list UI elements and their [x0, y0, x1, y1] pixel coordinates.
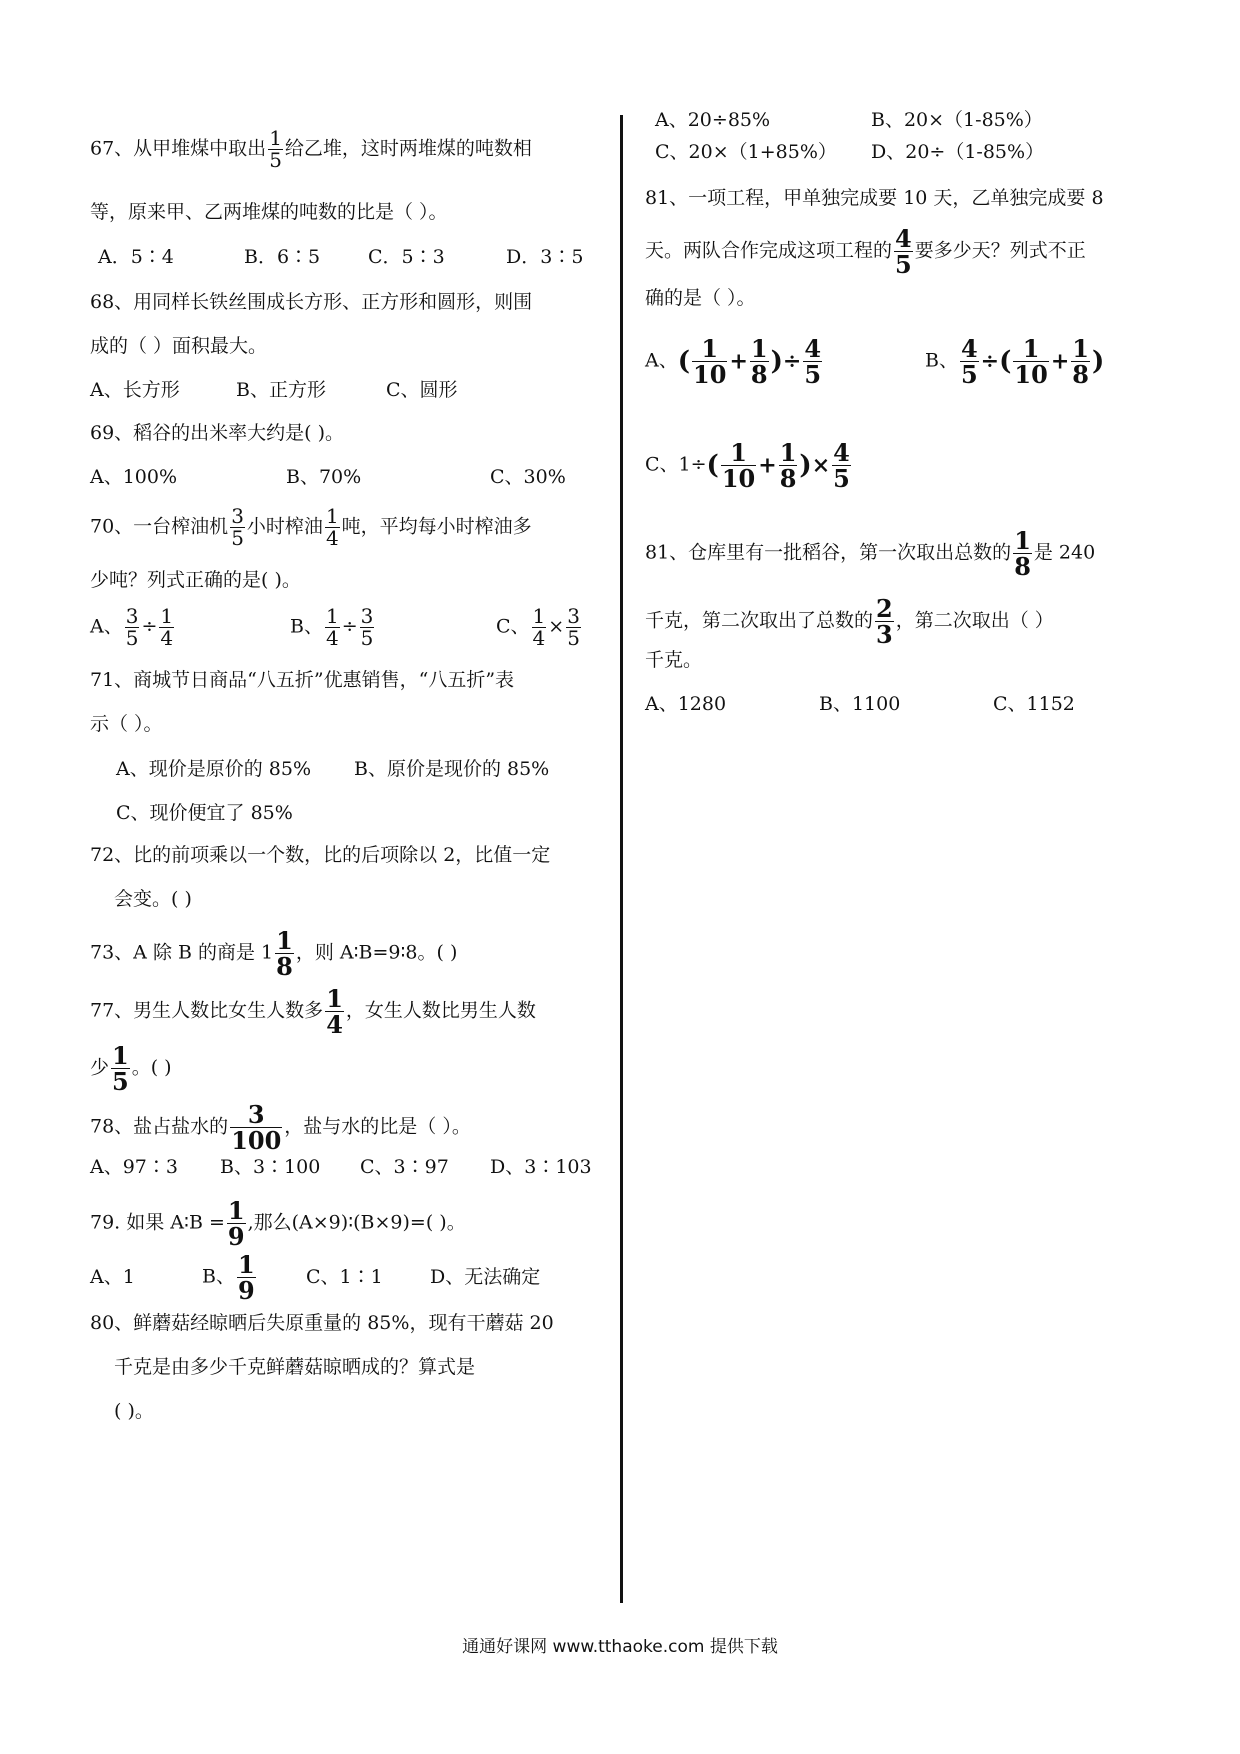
- option-b[interactable]: B、正方形: [236, 379, 326, 401]
- option-c[interactable]: C、3∶97: [360, 1156, 449, 1178]
- question-81b-options: [645, 690, 1075, 718]
- question-67-options: [90, 243, 583, 271]
- fraction: $\frac{1}{4}$: [325, 504, 339, 550]
- option-c[interactable]: C、圆形: [386, 379, 458, 401]
- question-81a-line2: 天。两队合作完成这项工程的 $\frac{4}{5}$ 要多少天？列式不正: [645, 224, 1086, 280]
- option-a[interactable]: A、 $\frac{3}{5}$ ÷ $\frac{1}{4}$: [90, 604, 174, 650]
- fraction: $\frac{1}{9}$: [227, 1196, 245, 1252]
- option-b[interactable]: B、70%: [286, 466, 362, 488]
- question-72-line1: 72、比的前项乘以一个数，比的后项除以 2，比值一定: [90, 844, 551, 866]
- question-80-options-row2: [655, 138, 1044, 166]
- option-c[interactable]: C、1∶1: [306, 1265, 383, 1288]
- fraction: $\frac{1}{8}$: [276, 926, 293, 982]
- question-81a-line1: 81、一项工程，甲单独完成要 10 天，乙单独完成要 8: [645, 187, 1104, 209]
- option-a[interactable]: A、97∶3: [90, 1156, 178, 1178]
- question-70-line1: 70、一台榨油机 $\frac{3}{5}$ 小时榨油 $\frac{1}{4}$ 吨，平均每小时榨油多: [90, 504, 532, 550]
- option-a[interactable]: A、现价是原价的 85%: [116, 758, 311, 780]
- question-78-options: [90, 1153, 592, 1181]
- question-79-line1: 79. 如果 A∶B = $\frac{1}{9}$ ,那么(A×9)∶(B×9)=( )。: [90, 1196, 466, 1252]
- question-81b-line3: 千克。: [645, 649, 703, 671]
- option-a[interactable]: A、100%: [90, 466, 178, 488]
- option-b[interactable]: B．6∶5: [244, 246, 321, 268]
- question-80-line1: 80、鲜蘑菇经晾晒后失原重量的 85%，现有干蘑菇 20: [90, 1312, 554, 1334]
- option-b[interactable]: B、1100: [819, 693, 901, 715]
- question-80-line2: 千克是由多少千克鲜蘑菇晾晒成的？算式是: [114, 1356, 476, 1378]
- fraction: $\frac{2}{3}$: [876, 594, 893, 650]
- question-69-options: [90, 463, 566, 491]
- option-c[interactable]: C、30%: [490, 466, 566, 488]
- question-69-line1: 69、稻谷的出米率大约是( )。: [90, 422, 345, 444]
- fraction: $\frac{1}{5}$: [112, 1041, 129, 1097]
- question-71-line2: 示（ ）。: [90, 713, 163, 735]
- question-81b-line2: 千克，第二次取出了总数的 $\frac{2}{3}$ ，第二次取出（ ）: [645, 594, 1054, 650]
- question-77-line2: 少 $\frac{1}{5}$ 。( ): [90, 1041, 172, 1097]
- question-79-options: [90, 1250, 541, 1306]
- option-b[interactable]: B、原价是现价的 85%: [354, 758, 550, 780]
- question-70-options: [90, 606, 583, 649]
- question-70-line2: 少吨？列式正确的是( )。: [90, 569, 301, 591]
- footer-credit[interactable]: 通通好课网 www.tthaoke.com 提供下载: [462, 1637, 778, 1657]
- question-72-line2: 会变。( ): [114, 888, 192, 910]
- fraction: $\frac{1}{8}$: [1014, 526, 1031, 582]
- question-80-options-row1: [655, 106, 1043, 134]
- question-67-line2: 等，原来甲、乙两堆煤的吨数的比是（ ）。: [90, 201, 448, 223]
- question-73: 73、A 除 B 的商是 1 $\frac{1}{8}$ ，则 A∶B=9∶8。( ): [90, 926, 458, 982]
- question-67-line1: [90, 128, 532, 171]
- option-c[interactable]: C、 $\frac{1}{4}$ × $\frac{3}{5}$: [496, 604, 580, 650]
- question-text: 67、从甲堆煤中取出: [90, 137, 267, 160]
- question-71-line1: 71、商城节日商品“八五折”优惠销售，“八五折”表: [90, 669, 515, 691]
- question-81a-options-row1: [645, 334, 1105, 390]
- question-text: 给乙堆，这时两堆煤的吨数相: [284, 137, 532, 160]
- fraction: $\frac{1}{4}$: [326, 984, 343, 1040]
- option-a[interactable]: A、( $\frac{1}{10}$ + $\frac{1}{8}$ )÷ $\frac{4}{5}$: [645, 334, 822, 390]
- option-b[interactable]: B、 $\frac{1}{4}$ ÷ $\frac{3}{5}$: [290, 604, 374, 650]
- option-b[interactable]: B、20×（1-85%）: [871, 109, 1043, 131]
- question-68-line2: 成的（ ）面积最大。: [90, 335, 268, 357]
- option-c[interactable]: C、现价便宜了 85%: [116, 802, 293, 824]
- fraction: $\frac{4}{5}$: [895, 224, 912, 280]
- question-80-line3: ( )。: [114, 1400, 154, 1422]
- option-d[interactable]: D．3∶5: [506, 246, 584, 268]
- option-c[interactable]: C．5∶3: [368, 246, 445, 268]
- question-68-options: [90, 376, 458, 404]
- option-c[interactable]: C、1152: [993, 693, 1075, 715]
- option-a[interactable]: A．5∶4: [98, 246, 174, 268]
- option-a[interactable]: A、1280: [645, 693, 727, 715]
- option-a[interactable]: A、1: [90, 1265, 135, 1288]
- fraction: $\frac{1}{5}$: [269, 126, 282, 172]
- option-d[interactable]: D、无法确定: [430, 1265, 541, 1288]
- question-78-line1: 78、盐占盐水的 $\frac{3}{100}$ ，盐与水的比是（ ）。: [90, 1100, 471, 1156]
- option-b[interactable]: B、 $\frac{4}{5}$ ÷( $\frac{1}{10}$ + $\frac{1}{8}$ ): [925, 334, 1105, 390]
- option-a[interactable]: A、长方形: [90, 379, 180, 401]
- question-81a-options-row2: [645, 438, 853, 494]
- option-c[interactable]: C、1÷( $\frac{1}{10}$ + $\frac{1}{8}$ )× $\frac{4}{5}$: [645, 438, 850, 494]
- option-c[interactable]: C、20×（1+85%）: [655, 141, 837, 163]
- question-77-line1: 77、男生人数比女生人数多 $\frac{1}{4}$ ，女生人数比男生人数: [90, 984, 536, 1040]
- question-68-line1: 68、用同样长铁丝围成长方形、正方形和圆形，则围: [90, 291, 533, 313]
- option-d[interactable]: D、20÷（1-85%）: [871, 141, 1045, 163]
- option-b[interactable]: B、3∶100: [220, 1156, 321, 1178]
- option-b[interactable]: B、 $\frac{1}{9}$: [202, 1250, 255, 1306]
- fraction: $\frac{3}{100}$: [231, 1100, 282, 1156]
- option-a[interactable]: A、20÷85%: [655, 109, 771, 131]
- question-81b-line1: 81、仓库里有一批稻谷，第一次取出总数的 $\frac{1}{8}$ 是 240: [645, 526, 1096, 582]
- fraction: $\frac{3}{5}$: [231, 504, 244, 550]
- option-d[interactable]: D、3∶103: [490, 1156, 592, 1178]
- question-71-options: [116, 755, 549, 783]
- question-81a-line3: 确的是（ ）。: [645, 287, 756, 309]
- column-divider: [620, 115, 623, 1603]
